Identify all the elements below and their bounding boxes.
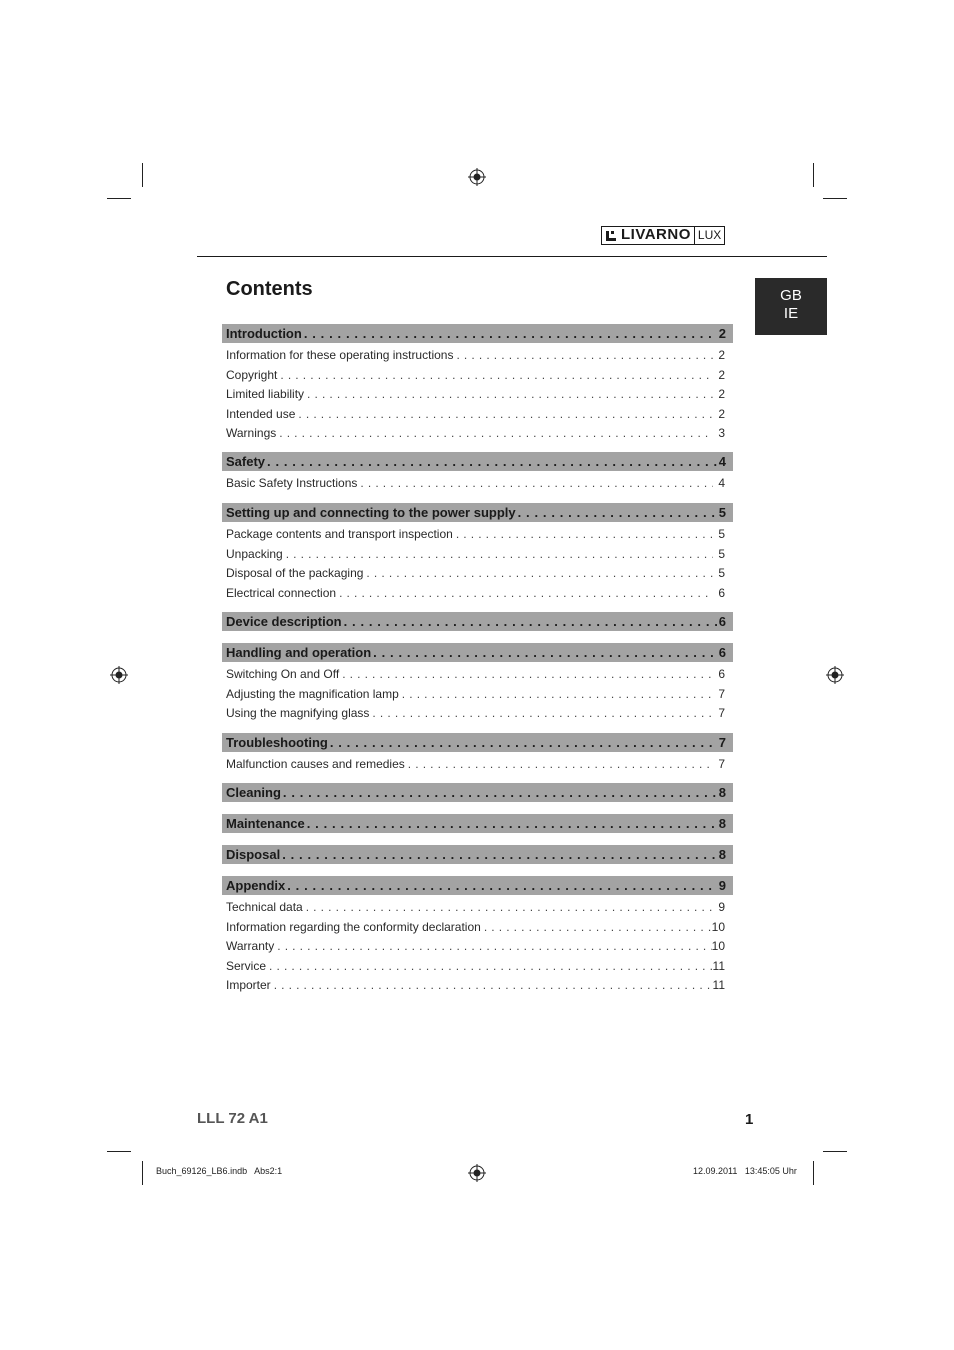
toc-leader bbox=[481, 918, 712, 936]
toc-leader bbox=[328, 733, 717, 752]
toc-item-label: Electrical connection bbox=[226, 585, 337, 600]
brand-suffix: LUX bbox=[694, 227, 724, 244]
toc-leader bbox=[516, 503, 717, 522]
toc-leader bbox=[285, 876, 717, 895]
toc-item[interactable] bbox=[222, 424, 733, 442]
toc-section[interactable] bbox=[222, 845, 733, 864]
language-code: GB bbox=[780, 287, 802, 304]
toc-leader bbox=[265, 452, 717, 471]
toc-section[interactable] bbox=[222, 503, 733, 522]
toc-item[interactable] bbox=[222, 976, 733, 994]
toc-item-label: Package contents and transport inspection bbox=[226, 527, 453, 541]
toc-item-label: Limited liability bbox=[226, 387, 305, 402]
toc-item-page: 7 bbox=[718, 706, 725, 721]
toc-section[interactable] bbox=[222, 643, 733, 662]
toc-leader bbox=[277, 366, 713, 384]
toc-leader bbox=[369, 704, 713, 722]
toc-item-label: Importer bbox=[226, 978, 271, 993]
toc-item-page: 3 bbox=[718, 426, 725, 441]
model-number: LLL 72 A1 bbox=[197, 1110, 268, 1127]
toc-item-label: Warnings bbox=[226, 426, 277, 441]
toc-item-page: 10 bbox=[711, 919, 725, 934]
toc-section[interactable] bbox=[222, 814, 733, 833]
toc-section-label: Cleaning bbox=[226, 785, 281, 800]
toc-section[interactable] bbox=[222, 452, 733, 471]
toc-section-page: 6 bbox=[718, 614, 726, 629]
crop-mark-top-right-h bbox=[823, 198, 847, 199]
page-number: 1 bbox=[745, 1111, 754, 1128]
toc-section-label: Appendix bbox=[226, 878, 286, 893]
toc-item-page: 11 bbox=[712, 978, 725, 993]
toc-section[interactable] bbox=[222, 324, 733, 343]
toc-item-page: 5 bbox=[718, 527, 725, 541]
toc-item-page: 10 bbox=[711, 939, 725, 954]
toc-leader bbox=[302, 324, 717, 343]
toc-item[interactable] bbox=[222, 918, 733, 936]
toc-item[interactable] bbox=[222, 898, 733, 916]
toc-leader bbox=[342, 612, 717, 631]
toc-leader bbox=[274, 937, 711, 955]
toc-leader bbox=[371, 643, 717, 662]
crop-mark-top-right-v bbox=[813, 163, 814, 187]
toc-item-page: 2 bbox=[718, 367, 725, 382]
print-slug-timestamp: 12.09.2011 13:45:05 Uhr bbox=[693, 1166, 797, 1176]
toc-item-label: Disposal of the packaging bbox=[226, 566, 364, 581]
toc-item[interactable] bbox=[222, 474, 733, 492]
toc-section-label: Device description bbox=[226, 614, 342, 629]
toc-item[interactable] bbox=[222, 346, 733, 364]
toc-item-label: Basic Safety Instructions bbox=[226, 476, 358, 490]
toc-item[interactable] bbox=[222, 937, 733, 955]
toc-item[interactable] bbox=[222, 385, 733, 403]
toc-section-label: Troubleshooting bbox=[226, 735, 328, 750]
toc-item-label: Service bbox=[226, 958, 267, 973]
toc-leader bbox=[339, 665, 713, 683]
toc-section-page: 6 bbox=[718, 645, 726, 660]
toc-item[interactable] bbox=[222, 405, 733, 423]
toc-section-label: Disposal bbox=[226, 847, 281, 862]
toc-leader bbox=[399, 685, 713, 703]
brand-name: LIVARNO bbox=[621, 226, 691, 243]
toc-leader bbox=[276, 424, 713, 442]
toc-leader bbox=[453, 346, 713, 364]
toc-item[interactable] bbox=[222, 545, 733, 563]
toc-leader bbox=[295, 405, 713, 423]
toc-section-label: Setting up and connecting to the power supply bbox=[226, 505, 516, 520]
toc-leader bbox=[304, 385, 713, 403]
toc-leader bbox=[303, 898, 713, 916]
toc-leader bbox=[405, 755, 713, 773]
toc-item[interactable] bbox=[222, 704, 733, 722]
toc-item-page: 6 bbox=[718, 585, 725, 600]
header-rule bbox=[197, 256, 827, 257]
registration-mark-icon bbox=[468, 168, 486, 186]
toc-item-label: Malfunction causes and remedies bbox=[226, 757, 405, 771]
toc-item[interactable] bbox=[222, 366, 733, 384]
toc-item-label: Adjusting the magnification lamp bbox=[226, 686, 399, 701]
crop-mark-bottom-left-v bbox=[142, 1161, 143, 1185]
toc-leader bbox=[281, 783, 717, 802]
toc-section[interactable] bbox=[222, 783, 733, 802]
toc-section-label: Maintenance bbox=[226, 816, 305, 831]
toc-item-label: Copyright bbox=[226, 367, 278, 382]
toc-item-label: Information for these operating instructions bbox=[226, 348, 454, 362]
brand-mark-icon bbox=[602, 227, 620, 244]
toc-leader bbox=[266, 957, 713, 975]
toc-leader bbox=[280, 845, 717, 864]
toc-item-page: 2 bbox=[718, 348, 725, 362]
toc-leader bbox=[283, 545, 713, 563]
crop-mark-top-left-v bbox=[142, 163, 143, 187]
toc-leader bbox=[305, 814, 717, 833]
toc-item-page: 2 bbox=[718, 387, 725, 402]
toc-section-page: 2 bbox=[718, 326, 726, 341]
toc-section-label: Handling and operation bbox=[226, 645, 372, 660]
crop-mark-bottom-right-h bbox=[823, 1151, 847, 1152]
toc-section-page: 8 bbox=[718, 847, 726, 862]
language-code: IE bbox=[783, 305, 799, 322]
crop-mark-top-left-h bbox=[107, 198, 131, 199]
toc-item[interactable] bbox=[222, 957, 733, 975]
toc-item[interactable] bbox=[222, 665, 733, 683]
toc-item-page: 2 bbox=[718, 406, 725, 421]
toc-leader bbox=[357, 474, 713, 492]
toc-item-label: Warranty bbox=[226, 939, 275, 954]
toc-section-page: 7 bbox=[718, 735, 726, 750]
registration-mark-icon bbox=[110, 666, 128, 684]
toc-leader bbox=[363, 564, 713, 582]
toc-item-label: Unpacking bbox=[226, 546, 283, 561]
registration-mark-icon bbox=[826, 666, 844, 684]
toc-section[interactable] bbox=[222, 733, 733, 752]
language-tab bbox=[755, 278, 827, 335]
toc-section-label: Safety bbox=[226, 454, 266, 469]
toc-section-label: Introduction bbox=[226, 326, 302, 341]
toc-item-page: 7 bbox=[718, 686, 725, 701]
registration-mark-icon bbox=[468, 1164, 486, 1182]
toc-item[interactable] bbox=[222, 755, 733, 773]
toc-leader bbox=[453, 525, 713, 543]
toc-item-page: 6 bbox=[718, 667, 725, 681]
toc-item-page: 9 bbox=[718, 900, 725, 914]
toc-item-label: Using the magnifying glass bbox=[226, 706, 370, 721]
toc-leader bbox=[271, 976, 713, 994]
toc-item-label: Information regarding the conformity declaration bbox=[226, 919, 481, 934]
toc-section-page: 9 bbox=[718, 878, 726, 893]
toc-item[interactable] bbox=[222, 525, 733, 543]
toc-item[interactable] bbox=[222, 564, 733, 582]
toc-item-label: Intended use bbox=[226, 406, 296, 421]
toc-item[interactable] bbox=[222, 584, 733, 602]
toc-item-page: 11 bbox=[712, 958, 725, 973]
toc-section-page: 8 bbox=[718, 816, 726, 831]
toc-item-label: Technical data bbox=[226, 900, 303, 914]
crop-mark-bottom-right-v bbox=[813, 1161, 814, 1185]
print-slug-file: Buch_69126_LB6.indb Abs2:1 bbox=[156, 1166, 283, 1176]
toc-item-page: 5 bbox=[718, 566, 725, 581]
toc-item-page: 4 bbox=[718, 476, 725, 490]
brand-logo bbox=[601, 226, 725, 245]
toc-section[interactable] bbox=[222, 612, 733, 631]
toc-section-page: 8 bbox=[718, 785, 726, 800]
toc-item-page: 5 bbox=[718, 546, 725, 561]
toc-section-page: 4 bbox=[718, 454, 726, 469]
toc-leader bbox=[336, 584, 713, 602]
page-title: Contents bbox=[226, 278, 313, 300]
toc-item[interactable] bbox=[222, 685, 733, 703]
toc-item-label: Switching On and Off bbox=[226, 667, 340, 681]
toc-section-page: 5 bbox=[718, 505, 726, 520]
toc-section[interactable] bbox=[222, 876, 733, 895]
toc-item-page: 7 bbox=[718, 757, 725, 771]
crop-mark-bottom-left-h bbox=[107, 1151, 131, 1152]
